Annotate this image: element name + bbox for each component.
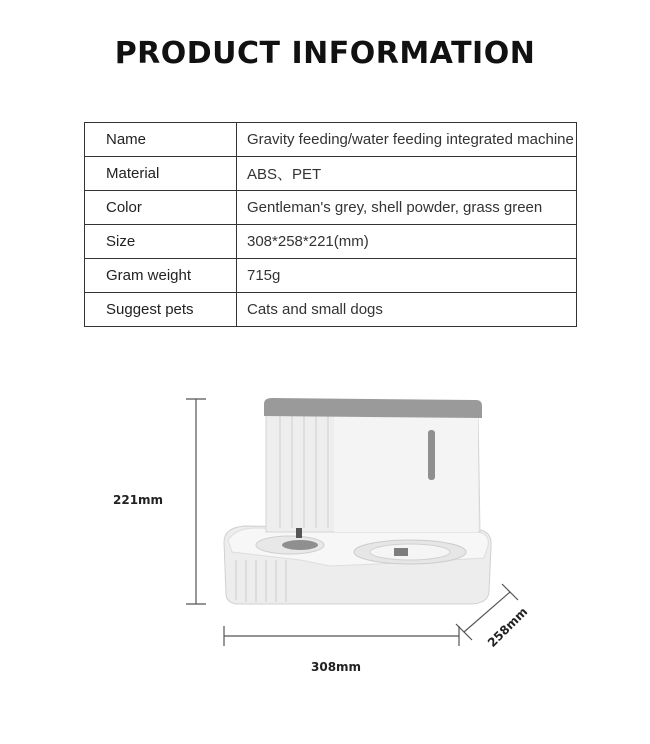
- width-dimension-label: 308mm: [311, 660, 362, 674]
- height-dimension-line: [186, 399, 206, 604]
- water-level-window: [428, 430, 435, 480]
- spec-label: Name: [85, 123, 237, 157]
- spec-label: Size: [85, 225, 237, 259]
- feeder-device: [224, 398, 491, 604]
- spec-value: ABS、PET: [237, 157, 577, 191]
- spec-label: Gram weight: [85, 259, 237, 293]
- spec-label: Color: [85, 191, 237, 225]
- device-lid: [264, 398, 482, 418]
- spec-value: Cats and small dogs: [237, 293, 577, 327]
- spec-value: 308*258*221(mm): [237, 225, 577, 259]
- spec-label: Suggest pets: [85, 293, 237, 327]
- depth-dimension-label: 258mm: [485, 604, 531, 650]
- spec-value: Gentleman's grey, shell powder, grass green: [237, 191, 577, 225]
- spec-label: Material: [85, 157, 237, 191]
- spec-value: Gravity feeding/water feeding integrated machine: [237, 123, 577, 157]
- spec-value: 715g: [237, 259, 577, 293]
- width-dimension-line: [224, 626, 459, 646]
- height-dimension-label: 221mm: [113, 493, 164, 507]
- page-title: PRODUCT INFORMATION: [114, 36, 536, 71]
